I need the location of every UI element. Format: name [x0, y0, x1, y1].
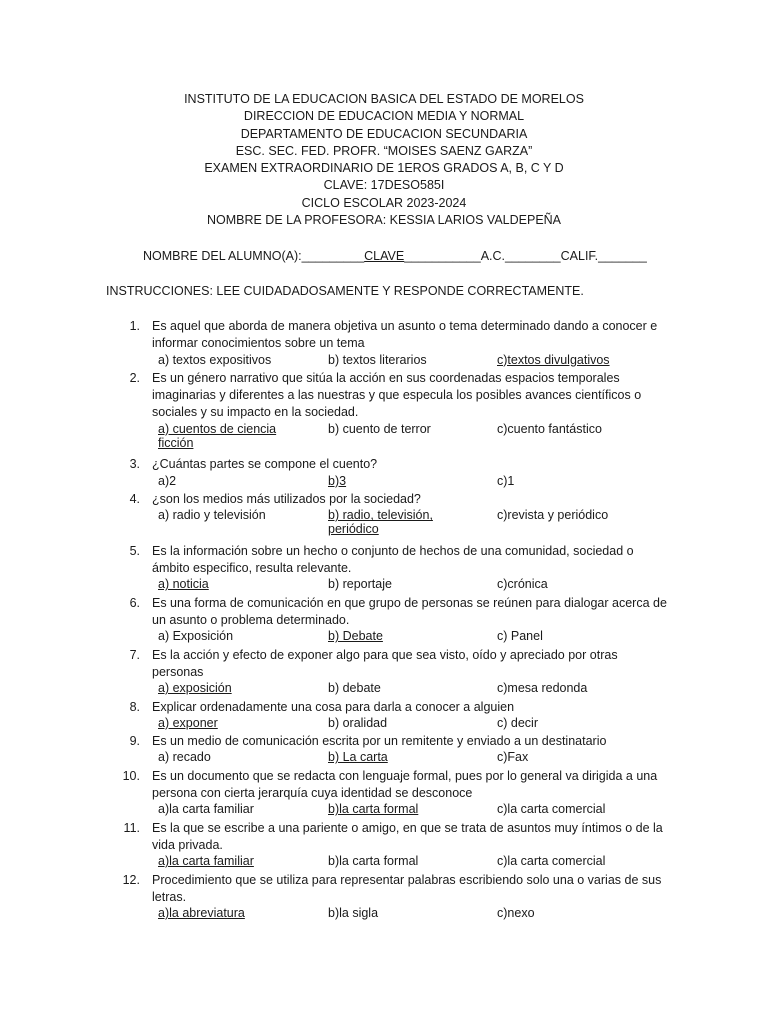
answer-option: b) textos literarios	[328, 352, 427, 367]
answer-option-selected: b) Debate	[328, 629, 383, 644]
answer-options	[0, 750, 768, 767]
question-text: Es la información sobre un hecho o conjunto de hechos de una comunidad, sociedad o ámbito especifico, resulta relevante.	[152, 543, 634, 576]
answer-option-selected: a) exposición	[158, 681, 232, 696]
question-item	[0, 820, 668, 855]
answer-option: b) oralidad	[328, 715, 388, 730]
question-item	[0, 768, 668, 803]
answer-options	[0, 577, 768, 594]
answer-option: c)la carta comercial	[497, 854, 606, 869]
answer-option: c)1	[497, 473, 515, 488]
instructions: INSTRUCCIONES: LEE CUIDADADOSAMENTE Y RESPONDE CORRECTAMENTE.	[106, 284, 584, 298]
answer-option: a) Exposición	[158, 629, 234, 644]
question-item	[0, 647, 668, 682]
question-item	[0, 370, 668, 422]
question-number: 9.	[129, 734, 140, 749]
question-number: 10.	[122, 768, 140, 783]
answer-option-selected: b)la carta formal	[328, 802, 419, 817]
answer-option: b) debate	[328, 681, 381, 696]
answer-option: b) reportaje	[328, 577, 392, 592]
answer-option: c)Fax	[497, 750, 529, 765]
answer-options	[0, 802, 768, 819]
answer-options	[0, 854, 768, 871]
question-text: Es la acción y efecto de exponer algo para que sea visto, oído y apreciado por otras personas	[152, 647, 618, 679]
answer-options	[0, 508, 768, 543]
answer-option: a)2	[158, 473, 177, 488]
question-number: 12.	[122, 872, 140, 887]
question-item	[0, 595, 668, 630]
answer-option: c) decir	[497, 715, 538, 730]
question-number: 2.	[129, 370, 140, 385]
question-text: Es un documento que se redacta con lenguaje formal, pues por lo general va dirigida a una persona con cierta jerarquía cuya identidad se desconoce	[152, 768, 658, 801]
answer-option: c)mesa redonda	[497, 681, 588, 696]
answer-option-selected: a)la abreviatura	[158, 906, 245, 921]
answer-option: c)cuento fantástico	[497, 421, 602, 436]
question-text: Es un medio de comunicación escrita por un remitente y enviado a un destinatario	[152, 734, 607, 749]
header-line: INSTITUTO DE LA EDUCACION BASICA DEL ESTADO DE MORELOS	[184, 92, 584, 106]
header-line: ESC. SEC. FED. PROFR. “MOISES SAENZ GARZA”	[235, 143, 533, 158]
ac-calif-labels: ___________A.C.________CALIF._______	[404, 249, 647, 263]
question-item	[0, 872, 668, 907]
answer-option: c)la carta comercial	[497, 802, 606, 817]
answer-options	[0, 474, 768, 491]
answer-options	[0, 422, 768, 457]
answer-options	[0, 681, 768, 698]
question-number: 8.	[129, 699, 140, 714]
question-text: Explicar ordenadamente una cosa para darla a conocer a alguien	[152, 699, 515, 714]
answer-options	[0, 716, 768, 733]
answer-option-selected: b) radio, televisión, periódico	[328, 508, 433, 537]
student-info-line	[143, 249, 647, 263]
answer-option: b)la carta formal	[328, 854, 419, 869]
question-text: Es aquel que aborda de manera objetiva un asunto o tema determinado dando a conocer e informar conocimientos sobre un tema	[152, 319, 658, 351]
answer-option: c)crónica	[497, 577, 548, 592]
question-list	[0, 318, 768, 923]
question-item	[0, 491, 668, 508]
answer-option: a) radio y televisión	[158, 508, 266, 523]
question-number: 5.	[129, 543, 140, 558]
answer-option: a) textos expositivos	[158, 352, 272, 367]
question-text: Es una forma de comunicación en que grupo de personas se reúnen para dialogar acerca de un asunto o problema determinado.	[152, 595, 667, 628]
answer-option: b) cuento de terror	[328, 421, 431, 436]
header-line: CICLO ESCOLAR 2023-2024	[301, 195, 467, 210]
answer-option: a) recado	[158, 750, 211, 765]
answer-options	[0, 629, 768, 646]
answer-option: c) Panel	[497, 629, 543, 644]
exam-header	[0, 91, 768, 229]
question-text: Procedimiento que se utiliza para representar palabras escribiendo solo una o varias de sus letras.	[152, 872, 662, 904]
answer-option-selected: a) cuentos de ciencia ficción	[158, 421, 277, 450]
answer-option: a)la carta familiar	[158, 802, 254, 817]
question-number: 1.	[129, 319, 140, 333]
answer-options	[0, 906, 768, 923]
answer-option-selected: a) noticia	[158, 577, 209, 592]
question-item	[0, 733, 668, 750]
question-text: ¿Cuántas partes se compone el cuento?	[152, 457, 378, 472]
answer-option-selected: b) La carta	[328, 750, 388, 765]
answer-option-selected: c)textos divulgativos	[497, 352, 610, 367]
question-text: Es un género narrativo que sitúa la acción en sus coordenadas espacios temporales imaginarias y diferentes a las nuestras y que especula los posibles avances científicos o sociales y su impacto en la sociedad.	[152, 370, 642, 420]
question-item	[0, 456, 668, 473]
question-number: 6.	[129, 595, 140, 610]
question-number: 7.	[129, 647, 140, 662]
clave-label: CLAVE	[364, 249, 405, 263]
header-line: NOMBRE DE LA PROFESORA: KESSIA LARIOS VALDEPEÑA	[206, 213, 562, 228]
header-line: DIRECCION DE EDUCACION MEDIA Y NORMAL	[243, 109, 525, 124]
answer-option-selected: a)la carta familiar	[158, 854, 254, 869]
question-number: 11.	[123, 820, 140, 835]
question-text: Es la que se escribe a una pariente o amigo, en que se trata de asuntos muy íntimos o de la vida privada.	[152, 820, 663, 852]
header-line: CLAVE: 17DESO585I	[323, 178, 445, 193]
answer-option-selected: b)3	[328, 473, 347, 488]
answer-option: c)revista y periódico	[497, 508, 609, 523]
question-item	[0, 699, 668, 716]
answer-options	[0, 353, 768, 370]
question-number: 4.	[129, 491, 140, 506]
question-number: 3.	[129, 457, 140, 472]
question-item	[0, 543, 668, 578]
student-name-label: NOMBRE DEL ALUMNO(A):_________	[143, 249, 365, 263]
answer-option: b)la sigla	[328, 906, 379, 921]
question-text: ¿son los medios más utilizados por la sociedad?	[152, 491, 421, 506]
answer-option-selected: a) exponer	[158, 715, 218, 730]
header-line: DEPARTAMENTO DE EDUCACION SECUNDARIA	[240, 126, 528, 141]
header-line: EXAMEN EXTRAORDINARIO DE 1EROS GRADOS A, B, C Y D	[204, 161, 564, 176]
question-item	[0, 318, 668, 353]
answer-option: c)nexo	[497, 906, 535, 921]
